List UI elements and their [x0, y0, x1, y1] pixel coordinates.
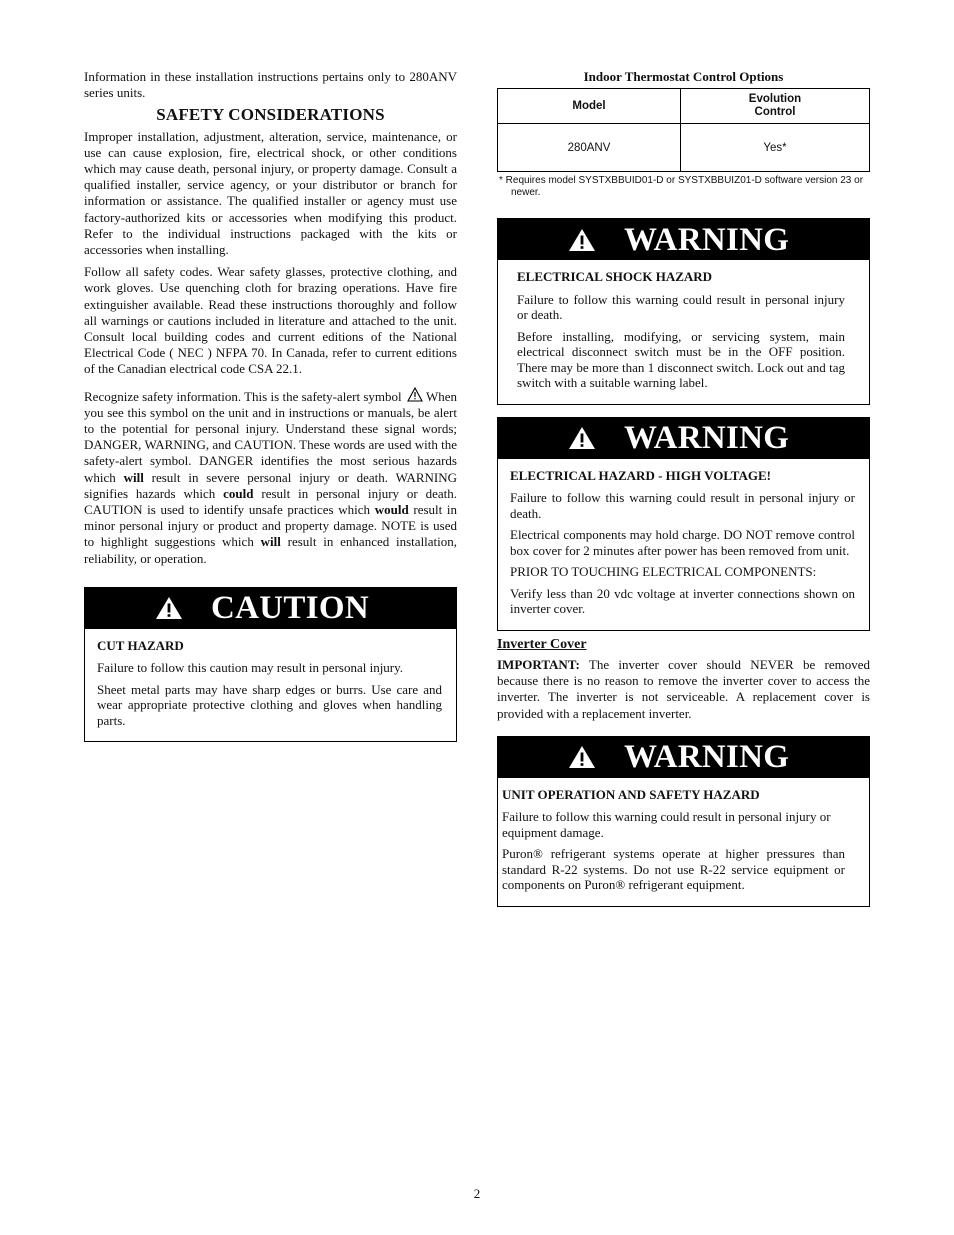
para3-sentence-3: result in severe personal injury or death. WARNING signifies hazards which — [84, 469, 457, 501]
warning-box-high-voltage — [497, 417, 870, 631]
safety-paragraph-3 — [84, 387, 457, 567]
para3-sentence-5: result in minor personal injury or product and property damage. NOTE is used to highlight suggestions which — [84, 502, 458, 550]
table-title: Indoor Thermostat Control Options — [583, 69, 784, 84]
warning-hv-line-1: Failure to follow this warning could result in personal injury or death. — [510, 490, 855, 521]
table-cell-evolution: Yes* — [681, 124, 870, 172]
warning-alert-icon — [568, 228, 596, 252]
page-number: 2 — [473, 1186, 481, 1201]
warning-title-high-voltage: WARNING — [624, 420, 790, 457]
warning-body-shock — [498, 260, 869, 404]
table-row — [498, 124, 870, 172]
table-header-row — [498, 89, 870, 124]
warning-header-unit-operation — [498, 737, 869, 778]
warning-uo-line-1: Failure to follow this warning could result in personal injury or equipment damage. — [502, 809, 831, 840]
warning-hv-line-2: Electrical components may hold charge. DO NOT remove control box cover for 2 minutes after power has been removed from unit. — [510, 527, 855, 558]
warning-heading-unit-operation: UNIT OPERATION AND SAFETY HAZARD — [502, 786, 760, 802]
right-column — [497, 69, 870, 907]
warning-shock-line-2: Before installing, modifying, or servicing system, main electrical disconnect switch must be in the OFF position. There may be more than 1 disconnect switch. Lock out and tag switch with a suitable warning label. — [517, 328, 845, 391]
warning-body-high-voltage — [498, 459, 869, 630]
warning-uo-line-2: Puron® refrigerant systems operate at higher pressures than standard R-22 systems. Do not use R-22 service equipment or components on Puron® refrigerant equipment. — [502, 846, 845, 893]
warning-box-unit-operation — [497, 736, 870, 907]
safety-paragraph-1: Improper installation, adjustment, alteration, service, maintenance, or use can cause explosion, fire, electrical shock, or other conditions which may cause death, personal injury, or property damage. Consult a qualified installer, service agency, or your distributor or branch for information or assistance. The qualified installer or agency must use factory-authorized kits or accessories when modifying this product. Refer to the individual instructions packaged with the kits or accessories when installing. — [84, 128, 457, 258]
inverter-important-label: IMPORTANT: — [497, 656, 580, 672]
safety-paragraph-2: Follow all safety codes. Wear safety glasses, protective clothing, and work gloves. Use quenching cloth for brazing operations. Have fire extinguisher available. Read these instructions thoroughly and follow all warnings or cautions included in literature and attached to the unit. Consult local building codes and current editions of the National Electrical Code ( NEC ) NFPA 70. In Canada, refer to current editions of the Canadian electrical code CSA 22.1. — [84, 264, 457, 377]
warning-alert-icon — [568, 426, 596, 450]
para3-sentence-2: When you see this symbol on the unit and in instructions or manuals, be alert to the potential for personal injury. Understand these signal words; DANGER, WARNING, and CAUTION. These words are used with the safety-alert symbol. DANGER identifies the most serious hazards which — [84, 388, 458, 485]
table-footnote: * Requires model SYSTXBBUID01-D or SYSTXBBUIZ01-D software version 23 or newer. — [499, 175, 864, 199]
caution-header — [85, 588, 456, 629]
table-header-evolution-label: Evolution Control — [748, 93, 802, 119]
table-header-model: Model — [498, 89, 681, 124]
warning-box-shock — [497, 218, 870, 405]
warning-title-unit-operation: WARNING — [624, 739, 790, 776]
para3-sentence-6: result in enhanced installation, reliability, or operation. — [84, 534, 458, 566]
inverter-cover-heading: Inverter Cover — [497, 636, 587, 652]
para3-bold-will: will — [123, 469, 144, 485]
safety-alert-icon — [407, 387, 423, 402]
warning-header-shock — [498, 219, 869, 260]
warning-hv-line-3: PRIOR TO TOUCHING ELECTRICAL COMPONENTS: — [510, 564, 817, 580]
table-cell-model: 280ANV — [498, 124, 681, 172]
warning-title-shock: WARNING — [624, 221, 790, 258]
inverter-cover-text: The inverter cover should NEVER be removed because there is no reason to remove the inverter cover to access the inverter. The inverter is not serviceable. A replacement cover is provided with a replacement inverter. — [497, 656, 870, 721]
caution-box — [84, 587, 457, 743]
thermostat-options-table — [497, 88, 870, 172]
warning-hv-line-4: Verify less than 20 vdc voltage at inverter connections shown on inverter cover. — [510, 585, 855, 617]
warning-alert-icon — [568, 745, 596, 769]
inverter-cover-paragraph — [497, 657, 870, 722]
warning-heading-high-voltage: ELECTRICAL HAZARD - HIGH VOLTAGE! — [510, 467, 771, 483]
para3-sentence-4: result in personal injury or death. CAUTION is used to identify unsafe practices which — [84, 485, 458, 518]
para3-bold-would: would — [374, 502, 409, 518]
caution-line-1: Failure to follow this caution may result in personal injury. — [97, 660, 404, 676]
caution-heading: CUT HAZARD — [97, 637, 184, 653]
caution-title: CAUTION — [211, 590, 369, 627]
left-column — [84, 69, 457, 742]
para3-sentence-1: Recognize safety information. This is the safety-alert symbol — [84, 388, 402, 404]
warning-body-unit-operation — [498, 778, 869, 906]
para3-bold-will-2: will — [260, 534, 281, 550]
warning-heading-shock: ELECTRICAL SHOCK HAZARD — [517, 269, 713, 285]
warning-header-high-voltage — [498, 418, 869, 459]
warning-shock-line-1: Failure to follow this warning could result in personal injury or death. — [517, 291, 845, 323]
intro-text: Information in these installation instructions pertains only to 280ANV series units. — [84, 69, 457, 101]
safety-considerations-heading: SAFETY CONSIDERATIONS — [156, 105, 385, 125]
caution-body — [85, 629, 456, 742]
para3-bold-could: could — [223, 485, 254, 501]
caution-line-2: Sheet metal parts may have sharp edges or burrs. Use care and wear appropriate protective clothing and gloves when handling parts. — [97, 681, 442, 728]
caution-alert-icon — [155, 596, 183, 620]
table-header-evolution — [681, 89, 870, 124]
